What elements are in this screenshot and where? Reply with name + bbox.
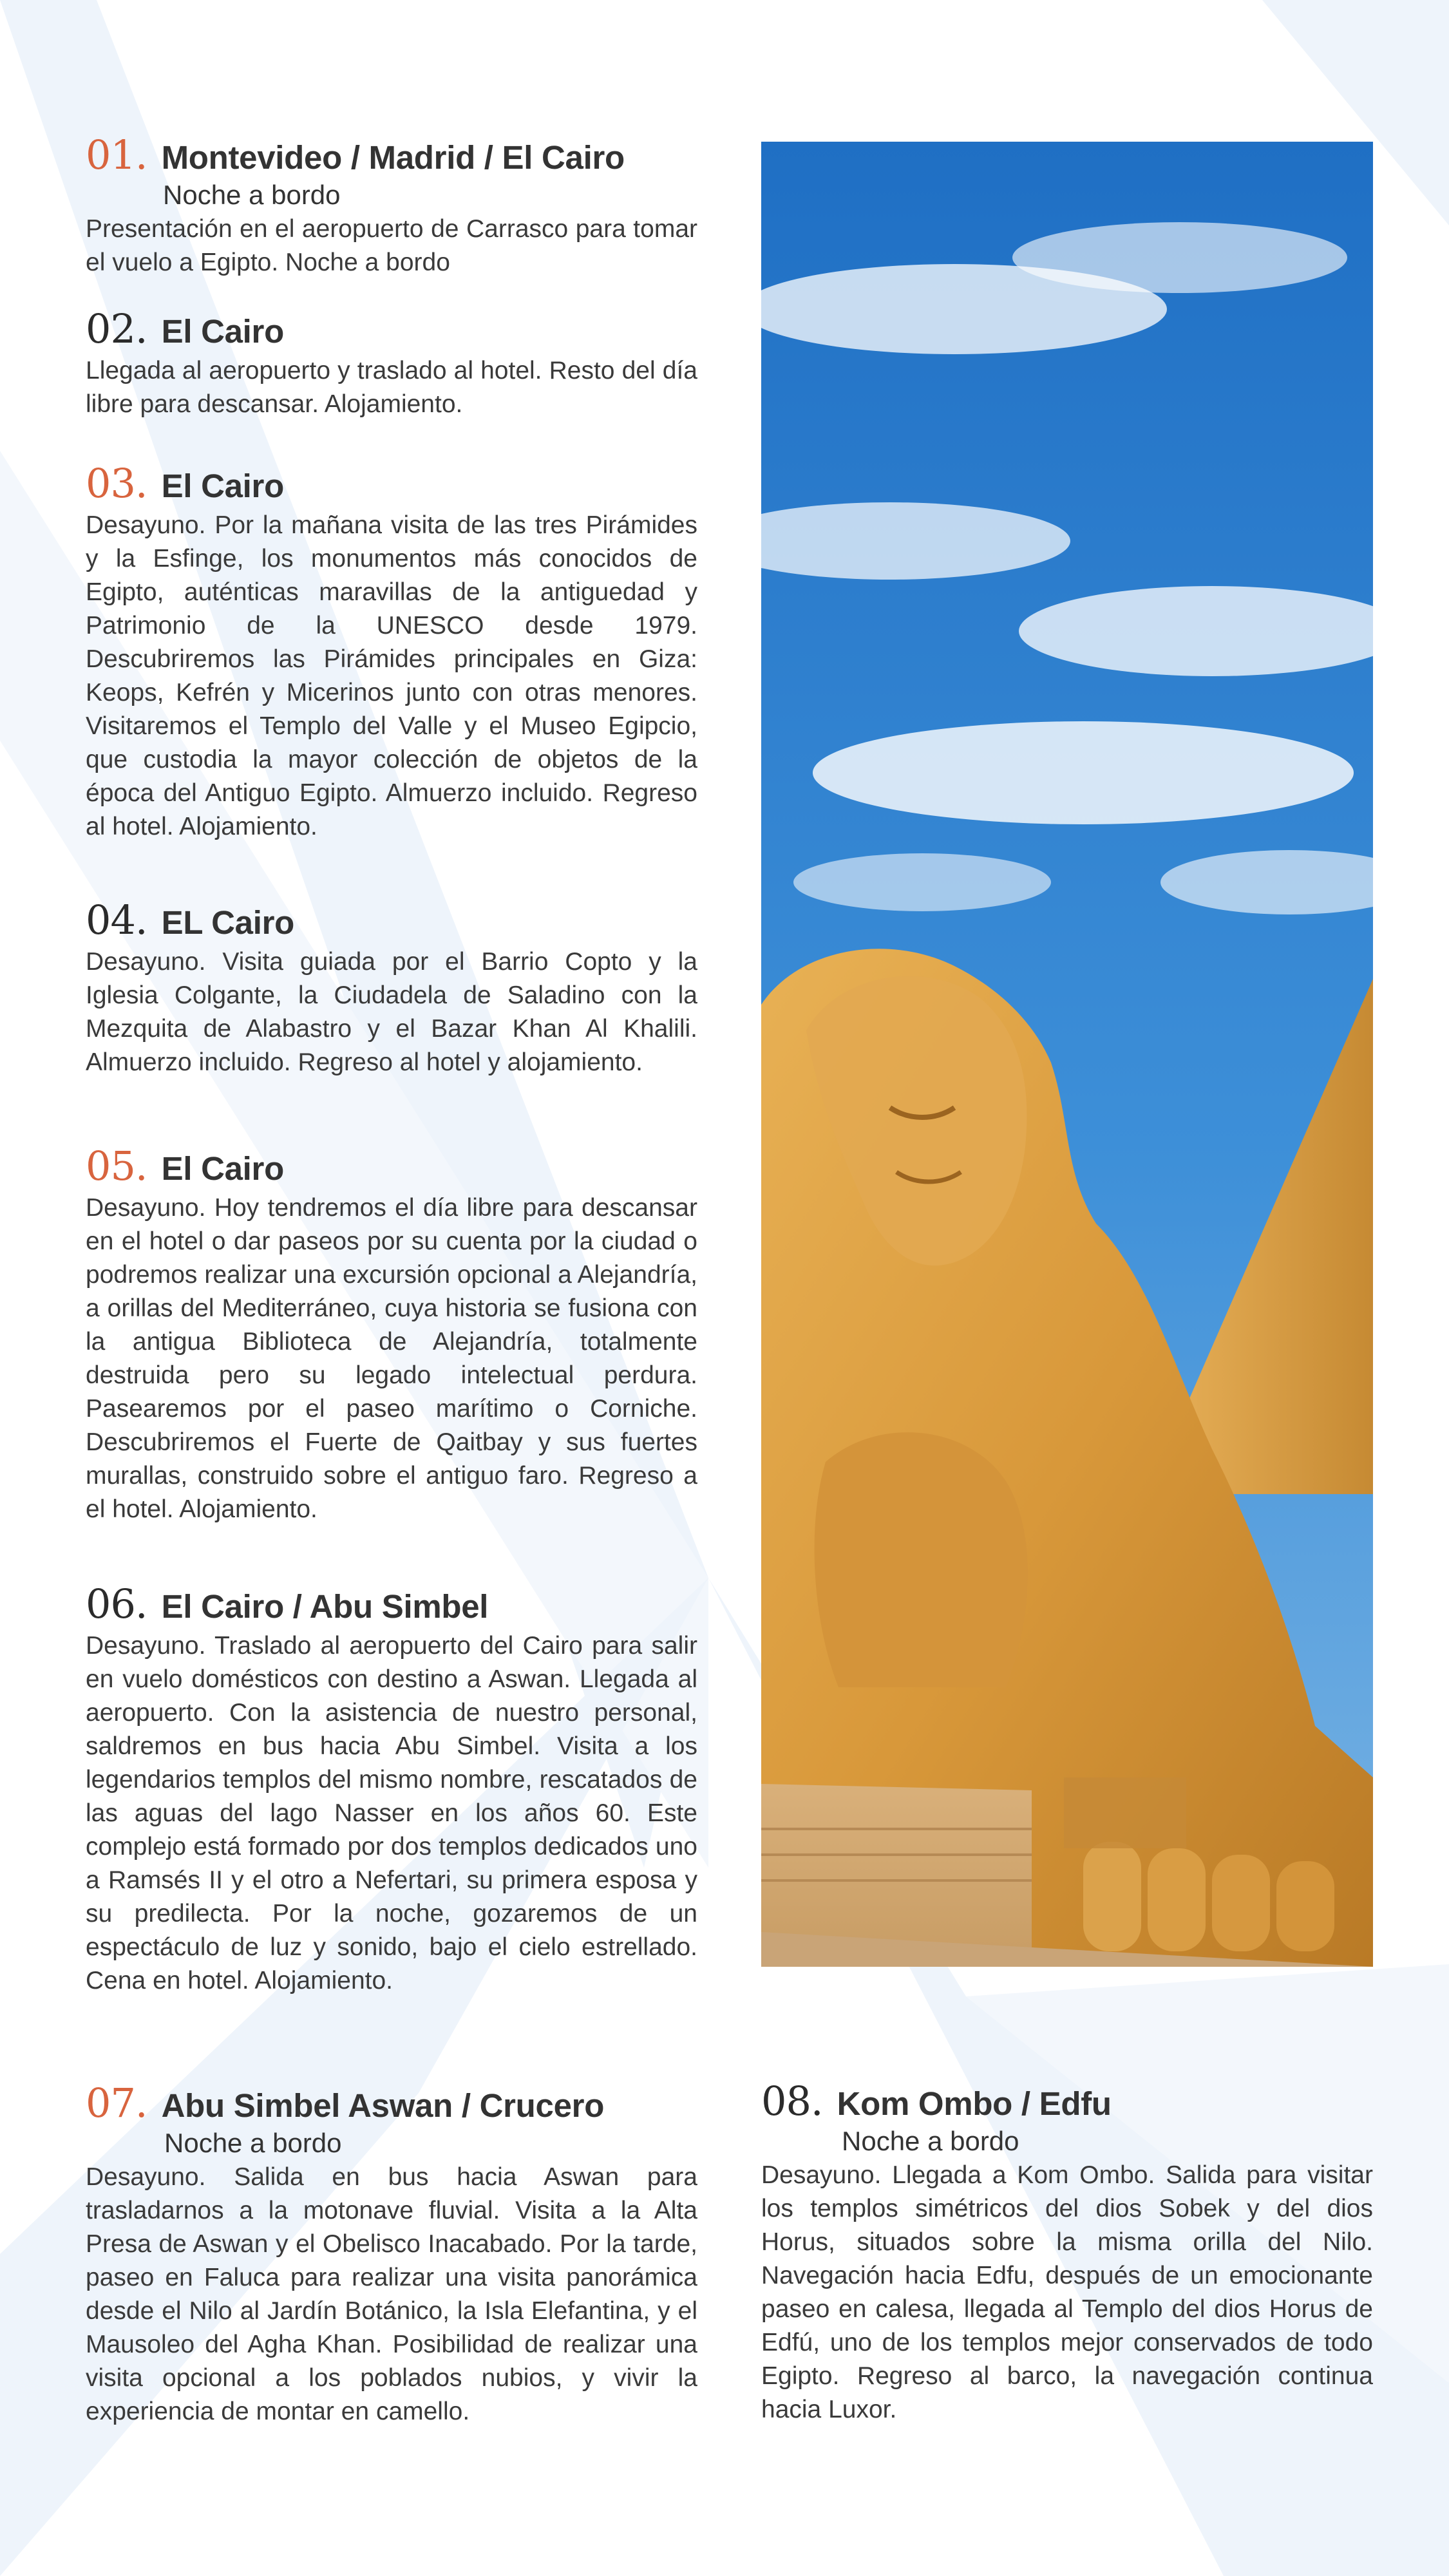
day-description: Desayuno. Hoy tendremos el día libre para descansar en el hotel o dar paseos por su cuenta por la ciudad o podremos realizar una excursión opcional a Alejandría, a orillas del Mediterráneo, cuya historia se fusiona con la antigua Biblioteca de Alejandría, totalmente destruida pero su legado intelectual perdura. Pasearemos por el paseo marítimo o Corniche. Descubriremos el Fuerte de Qaitbay y sus fuertes murallas, construido sobre el antiguo faro. Regreso a el hotel. Alojamiento.: [86, 1194, 697, 1523]
day-01-header: [86, 131, 697, 178]
day-number: 07.: [86, 2079, 147, 2126]
day-05: [86, 1142, 697, 1526]
day-07-header: [86, 2079, 697, 2126]
sphinx-illustration: [761, 142, 1373, 1967]
day-title: El Cairo: [161, 468, 284, 504]
day-06: [86, 1580, 697, 1998]
day-02-header: [86, 305, 697, 352]
day-08-header: [761, 2078, 1373, 2125]
day-title: Kom Ombo / Edfu: [837, 2085, 1112, 2122]
day-title: El Cairo: [161, 313, 284, 350]
day-number: 02.: [86, 305, 147, 352]
day-number: 04.: [86, 896, 147, 943]
day-description: Desayuno. Llegada a Kom Ombo. Salida para visitar los templos simétricos del dios Sobek y del dios Horus, situados sobre la misma orilla del Nilo. Navegación hacia Edfu, después de un emocionante paseo en calesa, llegada al Templo del dios Horus de Edfú, uno de los templos mejor conservados de todo Egipto. Regreso al barco, la navegación continua hacia Luxor.: [761, 2161, 1373, 2424]
day-03: [86, 460, 697, 844]
day-04-header: [86, 896, 697, 943]
day-description: Desayuno. Traslado al aeropuerto del Cairo para salir en vuelo domésticos con destino a Aswan. Llegada al aeropuerto. Con la asistencia de nuestro personal, saldremos en bus hacia Abu Simbel. Visita a los legendarios templos del mismo nombre, rescatados de las aguas del lago Nasser en los años 60. Este complejo está formado por dos templos dedicados uno a Ramsés II y el otro a Nefertari, su primera esposa y su predilecta. Por la noche, gozaremos de un espectáculo de luz y sonido, bajo el cielo estrellado. Cena en hotel. Alojamiento.: [86, 1632, 697, 1994]
day-subtitle: Noche a bordo: [842, 2126, 1019, 2156]
day-01: [86, 131, 697, 279]
day-description: Desayuno. Salida en bus hacia Aswan para trasladarnos a la motonave fluvial. Visita a la Alta Presa de Aswan y el Obelisco Inacabado. Por la tarde, paseo en Faluca para realizar una visita panorámica desde el Nilo al Jardín Botánico, la Isla Elefantina, y el Mausoleo del Agha Khan. Posibilidad de realizar una visita opcional a los poblados nubios, y vivir la experiencia de montar en camello.: [86, 2163, 697, 2426]
day-number: 08.: [761, 2078, 823, 2125]
day-02: [86, 305, 697, 421]
day-description: Presentación en el aeropuerto de Carrasco para tomar el vuelo a Egipto. Noche a bordo: [86, 215, 697, 277]
day-title: EL Cairo: [161, 904, 294, 941]
day-title: Montevideo / Madrid / El Cairo: [161, 139, 625, 176]
sphinx-photo: [761, 142, 1373, 1967]
day-05-header: [86, 1142, 697, 1189]
day-description: Desayuno. Visita guiada por el Barrio Copto y la Iglesia Colgante, la Ciudadela de Saladino con la Mezquita de Alabastro y el Bazar Khan Al Khalili. Almuerzo incluido. Regreso al hotel y alojamiento.: [86, 948, 697, 1076]
day-06-header: [86, 1580, 697, 1627]
day-number: 03.: [86, 460, 147, 507]
day-title: El Cairo / Abu Simbel: [161, 1588, 489, 1625]
day-title: Abu Simbel Aswan / Crucero: [161, 2087, 605, 2124]
day-04: [86, 896, 697, 1079]
day-08: [761, 2078, 1373, 2427]
day-subtitle: Noche a bordo: [164, 2128, 342, 2158]
day-07: [86, 2079, 697, 2429]
day-description: Llegada al aeropuerto y traslado al hotel. Resto del día libre para descansar. Alojamiento.: [86, 357, 697, 418]
day-description: Desayuno. Por la mañana visita de las tres Pirámides y la Esfinge, los monumentos más conocidos de Egipto, auténticas maravillas de la antiguedad y Patrimonio de la UNESCO desde 1979. Descubriremos las Pirámides principales en Giza: Keops, Kefrén y Micerinos junto con otras menores. Visitaremos el Templo del Valle y el Museo Egipcio, que custodia la mayor colección de objetos de la época del Antiguo Egipto. Almuerzo incluido. Regreso al hotel. Alojamiento.: [86, 511, 697, 840]
day-03-header: [86, 460, 697, 507]
day-number: 06.: [86, 1580, 147, 1627]
day-subtitle: Noche a bordo: [163, 180, 341, 210]
day-number: 05.: [86, 1142, 147, 1189]
day-number: 01.: [86, 131, 147, 178]
day-title: El Cairo: [161, 1150, 284, 1187]
